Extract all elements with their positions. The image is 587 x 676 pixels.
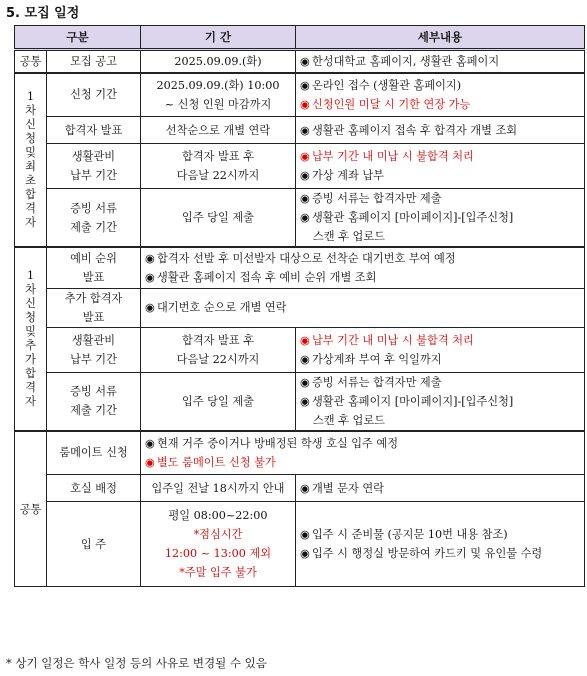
group-label-char: 가 [25,352,36,366]
detail-text: 생활관 홈페이지 [마이페이지]-[입주신청] [312,394,514,408]
details-cell [296,372,585,431]
bullet-icon: ◉ [300,352,310,366]
detail-text: 온라인 접수 (생활관 홈페이지) [312,78,462,92]
table-row [15,73,585,117]
detail-text: 개별 문자 연락 [312,481,384,495]
detail-text: 대기번호 순으로 개별 연락 [157,301,287,314]
cell-line: *주말 입주 불가 [179,566,257,579]
cell-line: 납부 기간 [70,169,117,182]
cell-line: 입 주 [80,537,107,551]
item-label [47,502,141,587]
detail-line [300,52,580,71]
details-cell [296,73,585,117]
item-label [47,288,141,327]
detail-text: 생활관 홈페이지 접속 후 예비 순위 개별 조회 [157,270,377,284]
cell-line: 합격자 발표 [64,123,123,137]
group-label [15,247,47,431]
cell-line: 룸메이트 신청 [59,446,128,460]
bullet-icon: ◉ [300,150,310,163]
detail-text: 합격자 선발 후 미선발자 대상으로 선착순 대기번호 부여 예정 [157,251,456,265]
detail-text: 증빙 서류는 합격자만 제출 [312,375,442,389]
cell-line: 선착순으로 개별 연락 [165,123,271,137]
cell-line: 발표 [82,310,105,324]
period-cell [141,327,296,372]
cell-line: 평일 08:00~22:00 [168,509,268,522]
details-cell [141,288,585,327]
cell-line: 호실 배정 [70,481,117,495]
detail-line [300,76,580,95]
item-label [47,327,141,372]
group-label-char: 1 [26,89,35,103]
cell-line: 2025.09.09.(화) [174,54,262,68]
bullet-icon: ◉ [300,481,310,495]
bullet-icon: ◉ [300,394,310,408]
cell-line: 모집 공고 [70,54,117,68]
cell-line: 입주 당일 제출 [182,394,254,408]
detail-text: 입주 시 준비물 (공지문 10번 내용 참조) [312,528,508,541]
detail-text: 생활관 홈페이지 접속 후 합격자 개별 조회 [312,123,518,137]
detail-line [300,189,580,208]
cell-line: 증빙 서류 [70,201,117,215]
schedule-table [14,25,585,587]
detail-line [145,434,580,453]
detail-line [300,331,580,350]
group-label-char: 초 [25,173,36,187]
detail-text: 가상 계좌 납부 [312,169,384,182]
cell-line: 다음날 22시까지 [176,169,260,182]
group-label-char: 청 [25,131,36,145]
group-label-common: 공통 [15,50,47,73]
cell-line: 합격자 발표 후 [182,150,254,163]
detail-line [145,249,580,268]
detail-line [300,392,580,411]
detail-line [300,208,580,227]
detail-continuation: 스캔 후 업로드 [313,230,385,243]
detail-text: 납부 기간 내 미납 시 불합격 처리 [312,333,474,347]
item-label [47,117,141,144]
details-cell [296,475,585,502]
period-cell [141,189,296,248]
table-row [15,502,585,587]
bullet-icon: ◉ [300,528,310,541]
cell-line: 증빙 서류 [70,385,117,398]
group-label-char: 합 [25,366,36,380]
detail-line [300,95,580,114]
group-label-char: 격 [25,201,36,215]
details-cell [296,189,585,248]
detail-line [145,453,580,472]
details-cell [141,431,585,475]
table-row [15,50,585,73]
period-cell [141,50,296,73]
group-label-char: 최 [25,159,36,173]
group-label-char: 차 [25,282,36,296]
bullet-icon: ◉ [300,211,310,224]
group-label-char: 합 [25,187,36,201]
period-cell [141,372,296,431]
cell-line: 납부 기간 [70,352,117,366]
group-label-char: 차 [25,103,36,117]
detail-line [300,147,580,166]
bullet-icon: ◉ [300,169,310,182]
header-period: 기 간 [141,26,296,50]
details-cell [296,502,585,587]
detail-line [300,121,580,140]
cell-line: 다음날 22시까지 [176,352,260,366]
item-label [47,372,141,431]
detail-text: 별도 룸메이트 신청 불가 [157,455,276,469]
cell-line: 2025.09.09.(화) 10:00 [156,78,280,92]
cell-line: *점심시간 [193,528,243,541]
group-label-char: 격 [25,380,36,394]
bullet-icon: ◉ [300,54,310,68]
period-cell [141,117,296,144]
detail-line [300,544,580,563]
bullet-icon: ◉ [300,333,310,347]
cell-line: 합격자 발표 후 [182,333,254,347]
table-row [15,431,585,475]
group-label-char: 청 [25,310,36,324]
item-label [47,50,141,73]
detail-text: 신청인원 미달 시 기한 연장 가능 [312,97,471,111]
cell-line: 제출 기간 [70,404,117,417]
cell-line: 제출 기간 [70,220,117,234]
header-category: 구분 [15,26,141,50]
group-label [15,73,47,248]
group-label: 공통 [15,431,47,587]
detail-line [300,525,580,544]
period-cell [141,144,296,189]
detail-text: 증빙 서류는 합격자만 제출 [312,192,442,205]
table-row [15,475,585,502]
details-cell [141,247,585,288]
cell-line: 입주일 전날 18시까지 안내 [151,481,285,495]
details-cell [296,117,585,144]
detail-text: 가상계좌 부여 후 익일까지 [312,352,442,366]
details-cell [296,50,585,73]
item-label [47,431,141,475]
bullet-icon: ◉ [300,97,310,111]
cell-line: 입주 당일 제출 [182,211,254,224]
bullet-icon: ◉ [300,123,310,137]
header-details: 세부내용 [296,26,585,50]
item-label [47,475,141,502]
cell-line: 발표 [82,270,105,284]
table-row [15,247,585,288]
footnote: * 상기 일정은 학사 일정 등의 사유로 변경될 수 있음 [6,656,267,670]
table-header-row [15,26,585,50]
group-label-char: 및 [25,324,36,338]
period-cell [141,502,296,587]
detail-text: 입주 시 행정실 방문하여 카드키 및 유인물 수령 [312,547,543,560]
bullet-icon: ◉ [145,270,155,284]
group-label-char: 추 [25,338,36,352]
bullet-icon: ◉ [300,192,310,205]
bullet-icon: ◉ [145,436,155,450]
group-label-char: 및 [25,145,36,159]
group-label-char: 1 [26,268,35,282]
bullet-icon: ◉ [300,547,310,560]
bullet-icon: ◉ [145,455,155,469]
cell-line: 12:00 ~ 13:00 제외 [164,547,272,560]
table-row [15,144,585,189]
detail-text: 현재 거주 중이거나 방배정된 학생 호실 입주 예정 [157,436,399,450]
item-label [47,189,141,248]
bullet-icon: ◉ [300,375,310,389]
detail-text: 납부 기간 내 미납 시 불합격 처리 [312,150,474,163]
section-heading: 5. 모집 일정 [6,6,80,21]
details-cell [296,327,585,372]
detail-line [300,350,580,369]
group-label-char: 신 [25,117,36,131]
item-label [47,144,141,189]
detail-continuation: 스캔 후 업로드 [313,413,385,427]
item-label [47,73,141,117]
table-row [15,327,585,372]
detail-line [300,373,580,392]
group-label-char: 신 [25,296,36,310]
table-row [15,372,585,431]
item-label [47,247,141,288]
cell-line: 생활관비 [71,150,116,163]
details-cell [296,144,585,189]
bullet-icon: ◉ [145,251,155,265]
detail-line [300,479,580,498]
table-row [15,189,585,248]
detail-line [300,166,580,185]
bullet-icon: ◉ [145,301,155,314]
period-cell [141,475,296,502]
table-row [15,117,585,144]
bullet-icon: ◉ [300,78,310,92]
group-label-char: 자 [25,394,36,408]
detail-line [145,298,580,317]
group-label-char: 자 [25,215,36,229]
detail-text: 한성대학교 홈페이지, 생활관 홈페이지 [312,54,500,68]
cell-line: 신청 기간 [70,88,117,102]
period-cell [141,73,296,117]
detail-text: 생활관 홈페이지 [마이페이지]-[입주신청] [312,211,514,224]
cell-line: 추가 합격자 [64,291,123,305]
table-row [15,288,585,327]
detail-line [145,268,580,287]
cell-line: ~ 신청 인원 마감까지 [164,97,272,111]
cell-line: 생활관비 [71,333,116,347]
cell-line: 예비 순위 [70,251,117,265]
